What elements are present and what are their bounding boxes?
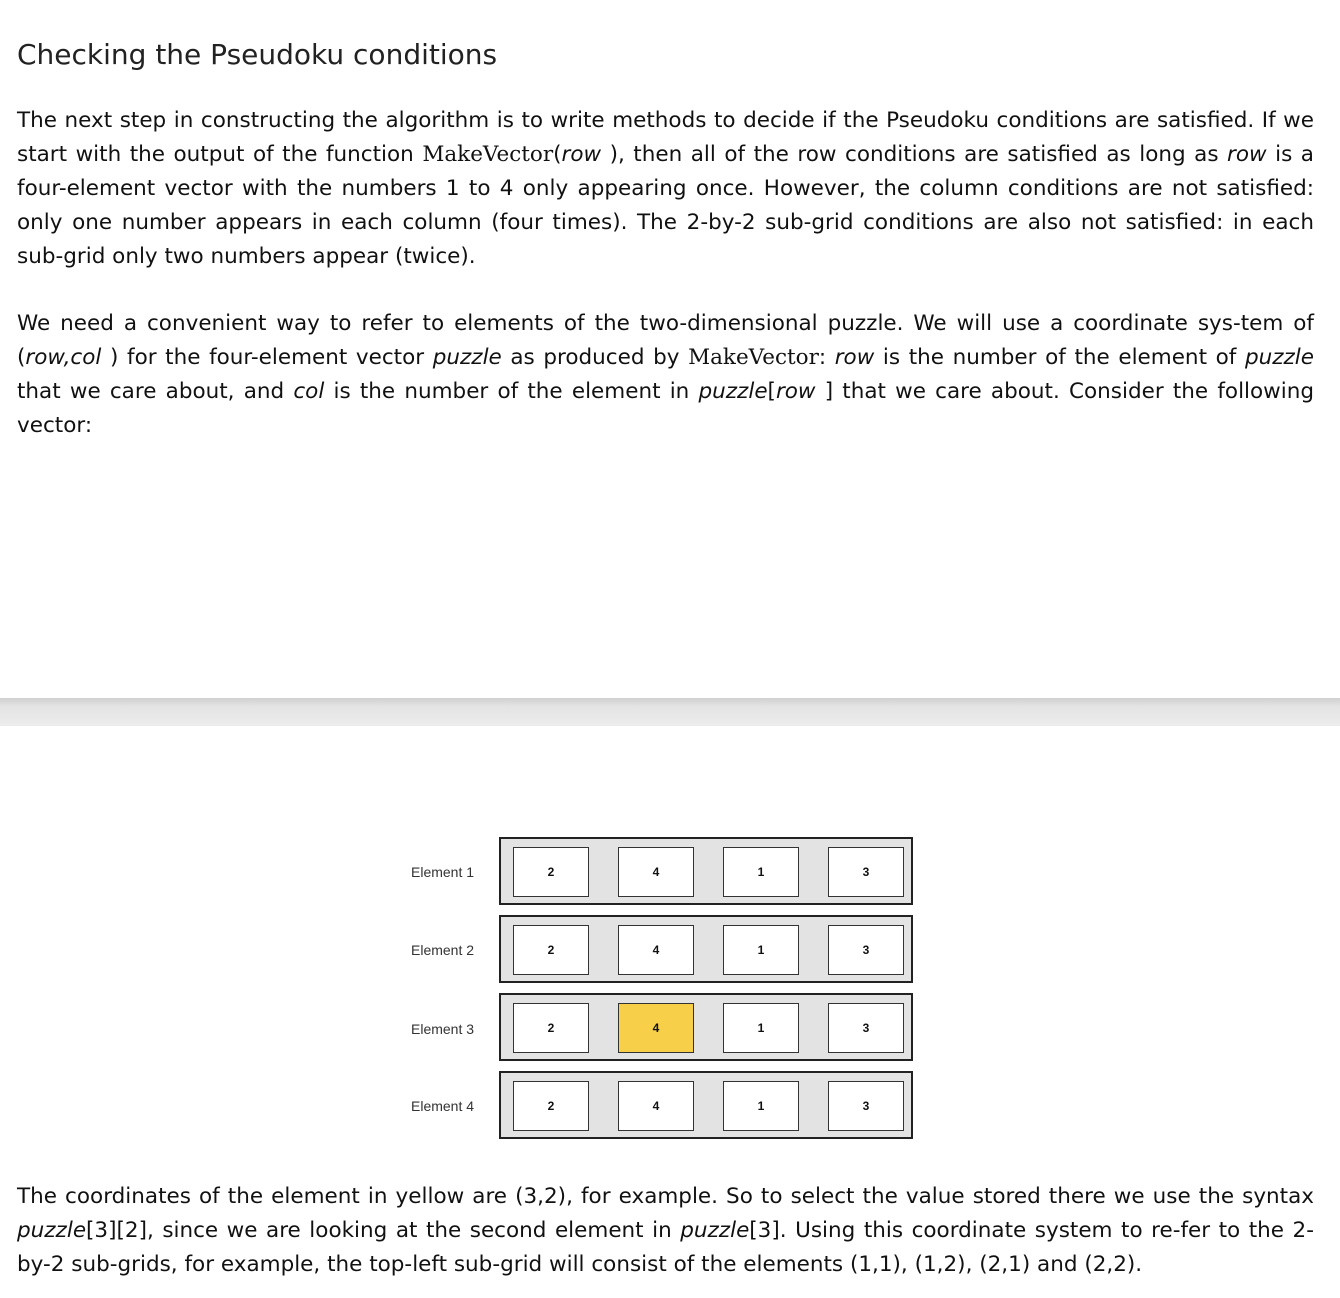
cell: 2 <box>513 925 589 975</box>
text: is the number of the element of <box>874 345 1245 370</box>
variable: puzzle <box>17 1218 87 1243</box>
cell: 2 <box>513 847 589 897</box>
row-label: Element 4 <box>411 1098 475 1114</box>
cell: 2 <box>513 1003 589 1053</box>
cell: 3 <box>828 1003 904 1053</box>
variable: puzzle <box>680 1218 750 1243</box>
element-row-4 <box>499 1071 913 1139</box>
cell: 1 <box>723 925 799 975</box>
cell: 1 <box>723 1003 799 1053</box>
text: ] that we care about. Consider the following vector: <box>17 379 1314 438</box>
cell: 3 <box>828 847 904 897</box>
text: ( <box>553 142 562 167</box>
vector-figure <box>0 726 1340 1166</box>
variable: puzzle <box>432 345 502 370</box>
cell: 1 <box>723 847 799 897</box>
row-label: Element 3 <box>411 1021 475 1037</box>
text: that we care about, and <box>17 379 294 404</box>
text: [3]. Using this coordinate system to re-fer to the 2-by-2 sub-grids, for example, the top-left sub-grid will consist of the elements (1,1), (1,2), (2,1) and (2,2). <box>17 1218 1314 1277</box>
text: as produced by <box>501 345 689 370</box>
function-name: MakeVector <box>688 345 819 370</box>
cell: 2 <box>513 1081 589 1131</box>
variable: col <box>293 379 325 404</box>
element-row-3 <box>499 993 913 1061</box>
row-label: Element 2 <box>411 942 475 958</box>
paragraph-2 <box>17 307 1314 443</box>
element-row-2 <box>499 915 913 983</box>
text: ), then all of the row conditions are satisfied as long as <box>601 142 1228 167</box>
variable: row <box>1227 142 1267 167</box>
cell: 4 <box>618 847 694 897</box>
variable: row <box>561 142 602 167</box>
cell: 4 <box>618 925 694 975</box>
variable: row <box>775 379 816 404</box>
variable: row <box>834 345 875 370</box>
text: is a four-element vector with the numbers 1 to 4 only appearing once. However, the column conditions are not satisfied: only one number appears in each column (four times). The 2-by-2 sub-grid conditions are also not satisfied: in each sub-grid only two numbers appear (twice). <box>17 142 1314 269</box>
text: [ <box>767 379 776 404</box>
cell: 3 <box>828 925 904 975</box>
section-separator <box>0 698 1340 726</box>
cell: 3 <box>828 1081 904 1131</box>
variable: puzzle <box>1244 345 1314 370</box>
row-label: Element 1 <box>411 864 475 880</box>
text: The next step in constructing the algorithm is to write methods to decide if the Pseudoku conditions are satisfied. If we start with the output of the function <box>17 108 1314 167</box>
element-row-1 <box>499 837 913 905</box>
variable: puzzle <box>698 379 768 404</box>
paragraph-3 <box>17 1180 1314 1282</box>
function-name: MakeVector <box>422 142 554 167</box>
paragraph-1 <box>17 104 1314 274</box>
variable: row,col <box>25 345 102 370</box>
text: [3][2], since we are looking at the second element in <box>86 1218 681 1243</box>
highlighted-cell: 4 <box>618 1003 694 1053</box>
text: is the number of the element in <box>324 379 699 404</box>
text: ) for the four-element vector <box>101 345 433 370</box>
cell: 1 <box>723 1081 799 1131</box>
text: We need a convenient way to refer to elements of the two-dimensional puzzle. We will use a coordinate sys-tem of ( <box>17 311 1314 370</box>
page-title: Checking the Pseudoku conditions <box>17 38 498 71</box>
text: : <box>818 345 835 370</box>
text: The coordinates of the element in yellow are (3,2), for example. So to select the value stored there we use the syntax <box>17 1184 1314 1209</box>
cell: 4 <box>618 1081 694 1131</box>
